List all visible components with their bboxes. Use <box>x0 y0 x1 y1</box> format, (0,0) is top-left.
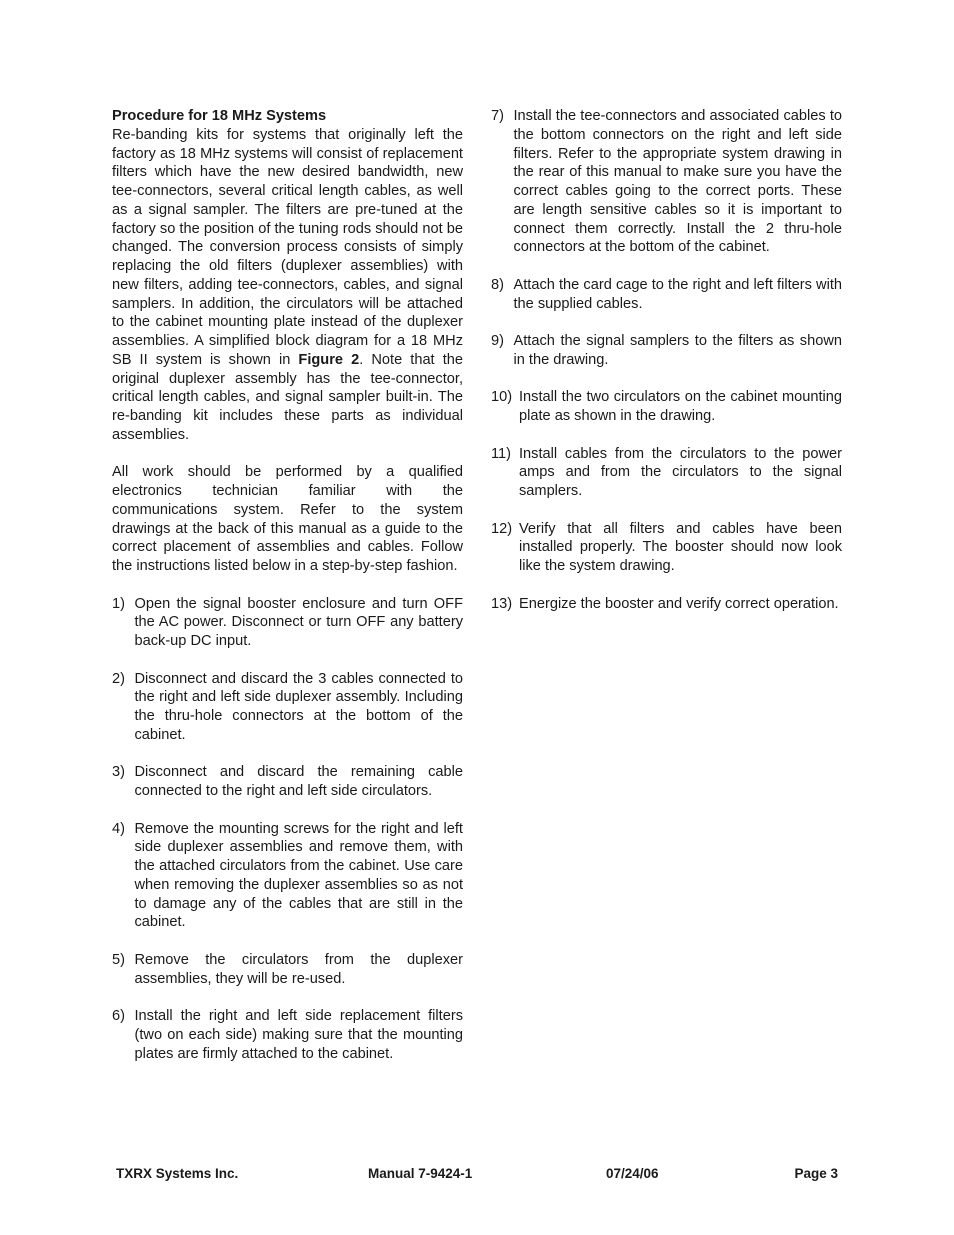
step-number: 13) <box>491 595 513 612</box>
step-9 <box>491 332 842 370</box>
step-number: 2) <box>112 670 125 687</box>
step-4 <box>112 820 463 933</box>
step-11 <box>491 445 842 501</box>
step-text: Install the two circulators on the cabinet mounting plate as shown in the drawing. <box>519 389 842 424</box>
step-12 <box>491 520 842 576</box>
step-8 <box>491 276 842 314</box>
step-5 <box>112 951 463 989</box>
step-text: Energize the booster and verify correct operation. <box>519 595 839 612</box>
step-text: Remove the circulators from the duplexer assemblies, they will be re-used. <box>134 951 463 987</box>
intro-paragraph <box>112 126 463 445</box>
footer-page-number: Page 3 <box>794 1166 838 1181</box>
step-text: Install cables from the circulators to the power amps and from the circulators to the signal samplers. <box>519 445 842 499</box>
right-column <box>491 107 842 632</box>
intro-text-part2: . Note that the original duplexer assembly has the tee-connector, critical length cables, and signal sampler built-in. The re-banding kit includes these parts as individual assemblies. <box>112 351 463 443</box>
step-6 <box>112 1007 463 1063</box>
step-number: 6) <box>112 1008 125 1024</box>
step-3 <box>112 763 463 801</box>
step-number: 11) <box>491 445 512 462</box>
step-number: 10) <box>491 389 513 406</box>
section-heading: Procedure for 18 MHz Systems <box>112 108 327 124</box>
step-7 <box>491 107 842 257</box>
step-text: Attach the signal samplers to the filters as shown in the drawing. <box>513 333 842 368</box>
step-text: Remove the mounting screws for the right and left side duplexer assemblies and remove them, with the attached circulators from the cabinet. Use care when removing the duplexer assemblies so as not to damage any of the cables that are still in the cabinet. <box>134 820 463 931</box>
step-text: Install the right and left side replacement filters (two on each side) making sure that the mounting plates are firmly attached to the cabinet. <box>134 1008 463 1062</box>
step-10 <box>491 388 842 426</box>
page-footer <box>116 1166 838 1182</box>
qualification-paragraph: All work should be performed by a qualified electronics technician familiar with the communications system. Refer to the system drawings at the back of this manual as a guide to the correct placement of assemblies and cables. Follow the instructions listed below in a step-by-step fashion. <box>112 464 463 574</box>
step-number: 1) <box>112 595 125 612</box>
step-text: Attach the card cage to the right and left filters with the supplied cables. <box>513 276 842 312</box>
step-13 <box>491 595 842 614</box>
left-column <box>112 107 463 1082</box>
step-1 <box>112 595 463 651</box>
step-number: 8) <box>491 276 504 293</box>
step-number: 12) <box>491 520 513 537</box>
step-number: 7) <box>491 108 504 124</box>
footer-company: TXRX Systems Inc. <box>116 1166 239 1181</box>
step-text: Verify that all filters and cables have been installed properly. The booster should now look like the system drawing. <box>519 520 842 574</box>
step-number: 5) <box>112 951 125 968</box>
step-text: Disconnect and discard the 3 cables connected to the right and left side duplexer assembly. Including the thru-hole connectors at the bottom of the cabinet. <box>134 670 463 743</box>
step-text: Disconnect and discard the remaining cable connected to the right and left side circulators. <box>134 764 463 799</box>
step-text: Install the tee-connectors and associated cables to the bottom connectors on the right and left side filters. Refer to the appropriate system drawing in the rear of this manual to make sure you have the correct cables going to the correct ports. These are length sensitive cables so it is important to connect them correctly. Install the 2 thru-hole connectors at the bottom of the cabinet. <box>513 108 842 256</box>
step-2 <box>112 670 463 745</box>
figure-reference: Figure 2 <box>298 351 360 368</box>
step-number: 9) <box>491 333 504 349</box>
step-number: 3) <box>112 764 125 781</box>
intro-text-part1: Re-banding kits for systems that originally left the factory as 18 MHz systems will consist of replacement filters which have the new desired bandwidth, new tee-connectors, several critical length cables, as well as a signal sampler. The filters are pre-tuned at the factory so the position of the tuning rods should not be changed. The conversion process consists of simply replacing the old filters (duplexer assemblies) with new filters, adding tee-connectors, cables, and signal samplers. In addition, the circulators will be attached to the cabinet mounting plate instead of the duplexer assemblies. A simplified block diagram for a 18 MHz SB II system is shown in <box>112 126 463 368</box>
step-number: 4) <box>112 820 125 837</box>
step-text: Open the signal booster enclosure and turn OFF the AC power. Disconnect or turn OFF any battery back-up DC input. <box>134 595 463 649</box>
footer-date: 07/24/06 <box>606 1166 659 1181</box>
footer-manual-number: Manual 7-9424-1 <box>368 1166 473 1181</box>
